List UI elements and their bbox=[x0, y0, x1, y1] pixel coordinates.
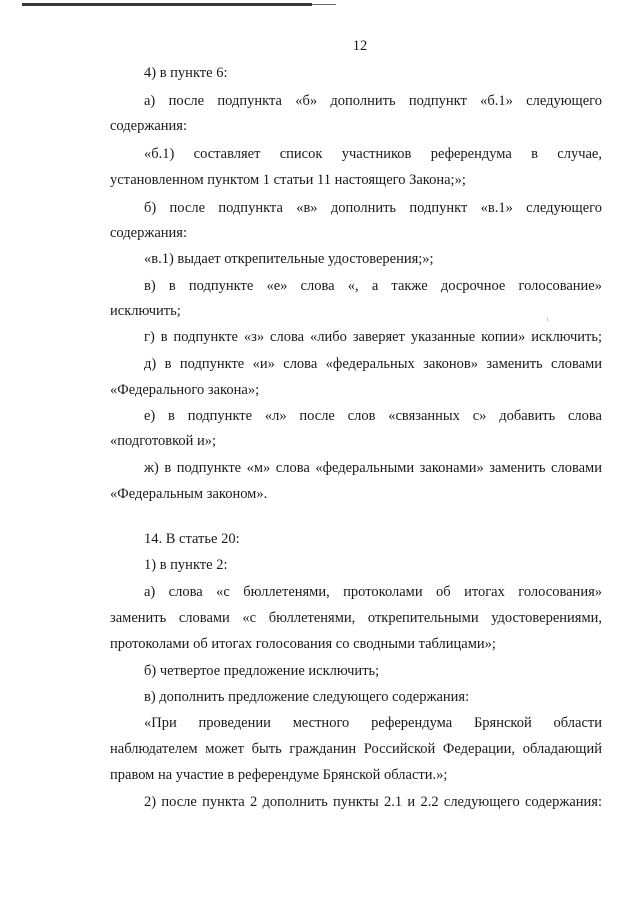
paragraph-line: «подготовкой и»; bbox=[110, 433, 217, 449]
paragraph-line: 1) в пункте 2: bbox=[144, 557, 228, 573]
paragraph-line: «Федеральным законом». bbox=[110, 486, 268, 502]
paragraph-line: «При проведении местного референдума Брянской области bbox=[144, 715, 602, 731]
paragraph-line: 2) после пункта 2 дополнить пункты 2.1 и 2.2 следующего содержания: bbox=[144, 794, 602, 810]
paragraph-line: «в.1) выдает открепительные удостоверения;»; bbox=[144, 251, 434, 267]
paragraph-line: содержания: bbox=[110, 118, 188, 134]
paragraph-line: г) в подпункте «з» слова «либо заверяет указанные копии» исключить; bbox=[144, 329, 602, 345]
paragraph-line: «Федерального закона»; bbox=[110, 382, 260, 398]
paragraph-line: б) четвертое предложение исключить; bbox=[144, 663, 380, 679]
paragraph-line: исключить; bbox=[110, 303, 181, 319]
paragraph-line: содержания: bbox=[110, 225, 188, 241]
paragraph-line: ж) в подпункте «м» слова «федеральными законами» заменить словами bbox=[144, 460, 602, 476]
paragraph-line: а) слова «с бюллетенями, протоколами об итогах голосования» bbox=[144, 584, 602, 600]
paragraph-line: в) дополнить предложение следующего содержания: bbox=[144, 689, 470, 705]
paragraph-line: правом на участие в референдуме Брянской области.»; bbox=[110, 767, 448, 783]
page-number: 12 bbox=[352, 38, 368, 54]
paragraph-line: 4) в пункте 6: bbox=[144, 65, 228, 81]
header-rule-tail bbox=[312, 4, 336, 5]
paragraph-line: а) после подпункта «б» дополнить подпункт «б.1» следующего bbox=[144, 93, 602, 109]
paragraph-line: заменить словами «с бюллетенями, открепительными удостоверениями, bbox=[110, 610, 602, 626]
paragraph-line: б) после подпункта «в» дополнить подпункт «в.1» следующего bbox=[144, 200, 602, 216]
scan-speck bbox=[547, 318, 548, 321]
paragraph-line: е) в подпункте «л» после слов «связанных с» добавить слова bbox=[144, 408, 602, 424]
header-rule bbox=[22, 3, 312, 6]
paragraph-line: в) в подпункте «е» слова «, а также досрочное голосование» bbox=[144, 278, 602, 294]
paragraph-line: д) в подпункте «и» слова «федеральных законов» заменить словами bbox=[144, 356, 602, 372]
section-heading: 14. В статье 20: bbox=[144, 531, 240, 547]
paragraph-line: установленном пунктом 1 статьи 11 настоящего Закона;»; bbox=[110, 172, 466, 188]
paragraph-line: протоколами об итогах голосования со сводными таблицами»; bbox=[110, 636, 496, 652]
paragraph-line: «б.1) составляет список участников референдума в случае, bbox=[144, 146, 602, 162]
paragraph-line: наблюдателем может быть гражданин Российской Федерации, обладающий bbox=[110, 741, 602, 757]
